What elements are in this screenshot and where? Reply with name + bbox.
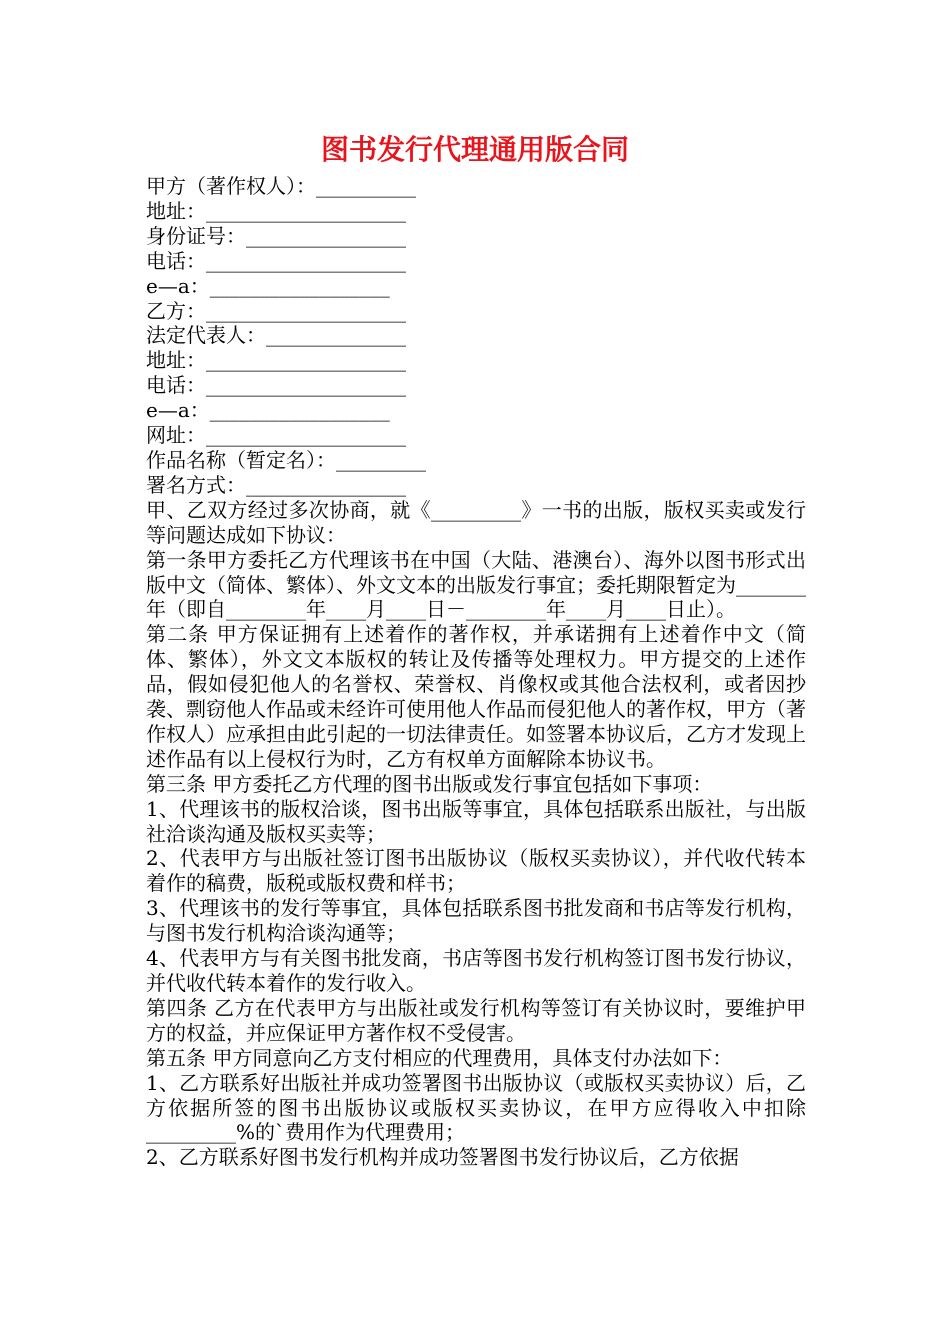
article-3-item-3: 3、代理该书的发行等事宜，具体包括联系图书批发商和书店等发行机构，与图书发行机构洽谈沟通等； <box>146 896 806 946</box>
contract-body <box>146 174 806 1170</box>
article-3-item-4: 4、代表甲方与有关图书批发商，书店等图书发行机构签订图书发行协议，并代收代转本着作的发行收入。 <box>146 946 806 995</box>
party-b-address-field: 地址：____________________ <box>146 348 406 373</box>
article-5-item-1: 1、乙方联系好出版社并成功签署图书出版协议（或版权买卖协议）后，乙方依据所签的图书出版协议或版权买卖协议，在甲方应得收入中扣除_________%的`费用作为代理费用； <box>146 1070 806 1145</box>
party-a-phone-field: 电话：____________________ <box>146 248 406 273</box>
article-3-item-1: 1、代理该书的版权洽谈，图书出版等事宜，具体包括联系出版社，与出版社洽谈沟通及版权买卖等； <box>146 796 806 846</box>
party-a-name-field: 甲方（著作权人）：__________ <box>146 174 416 198</box>
article-3-heading: 第三条 甲方委托乙方代理的图书出版或发行事宜包括如下事项： <box>146 771 713 796</box>
contract-clauses <box>146 498 806 1170</box>
party-b-legal-rep-field: 法定代表人：______________ <box>146 323 406 348</box>
party-a-address-field: 地址：____________________ <box>146 198 406 223</box>
party-info-block <box>146 174 806 498</box>
article-3-item-2: 2、代表甲方与出版社签订图书出版协议（版权买卖协议），并代收代转本着作的稿费，版税或版权费和样书； <box>146 846 806 896</box>
byline-field: 署名方式：________________ <box>146 472 406 497</box>
document-title: 图书发行代理通用版合同 <box>320 133 629 166</box>
party-a-id-number-field: 身份证号：________________ <box>146 223 406 248</box>
work-title-field: 作品名称（暂定名）：_________ <box>146 447 426 472</box>
party-b-email-field: e—a：__________________ <box>146 398 390 423</box>
article-1-paragraph: 第一条甲方委托乙方代理该书在中国（大陆、港澳台）、海外以图书形式出版中文（简体、繁体）、外文文本的出版发行事宜；委托期限暂定为_______年（即自________年____月____日－________年____月____日止）。 <box>146 547 806 622</box>
article-5-item-2: 2、乙方联系好图书发行机构并成功签署图书发行协议后，乙方依据 <box>146 1145 739 1170</box>
party-b-phone-field: 电话：____________________ <box>146 373 406 398</box>
party-b-name-field: 乙方：____________________ <box>146 298 406 323</box>
party-b-website-field: 网址：____________________ <box>146 423 406 448</box>
article-5-heading: 第五条 甲方同意向乙方支付相应的代理费用，具体支付办法如下： <box>146 1045 733 1070</box>
preamble-paragraph: 甲、乙双方经过多次协商，就《_________》一书的出版，版权买卖或发行等问题达成如下协议： <box>146 497 806 547</box>
party-a-email-field: e—a：__________________ <box>146 273 390 298</box>
article-4-paragraph: 第四条 乙方在代表甲方与出版社或发行机构等签订有关协议时，要维护甲方的权益，并应保证甲方著作权不受侵害。 <box>146 995 806 1045</box>
article-2-paragraph: 第二条 甲方保证拥有上述着作的著作权，并承诺拥有上述着作中文（简体、繁体），外文文本版权的转让及传播等处理权力。甲方提交的上述作品，假如侵犯他人的名誉权、荣誉权、肖像权或其他合法权利，或者因抄袭、剽窃他人作品或未经许可使用他人作品而侵犯他人的著作权，甲方（著作权人）应承担由此引起的一切法律责任。如签署本协议后，乙方才发现上述作品有以上侵权行为时，乙方有权单方面解除本协议书。 <box>146 622 806 771</box>
